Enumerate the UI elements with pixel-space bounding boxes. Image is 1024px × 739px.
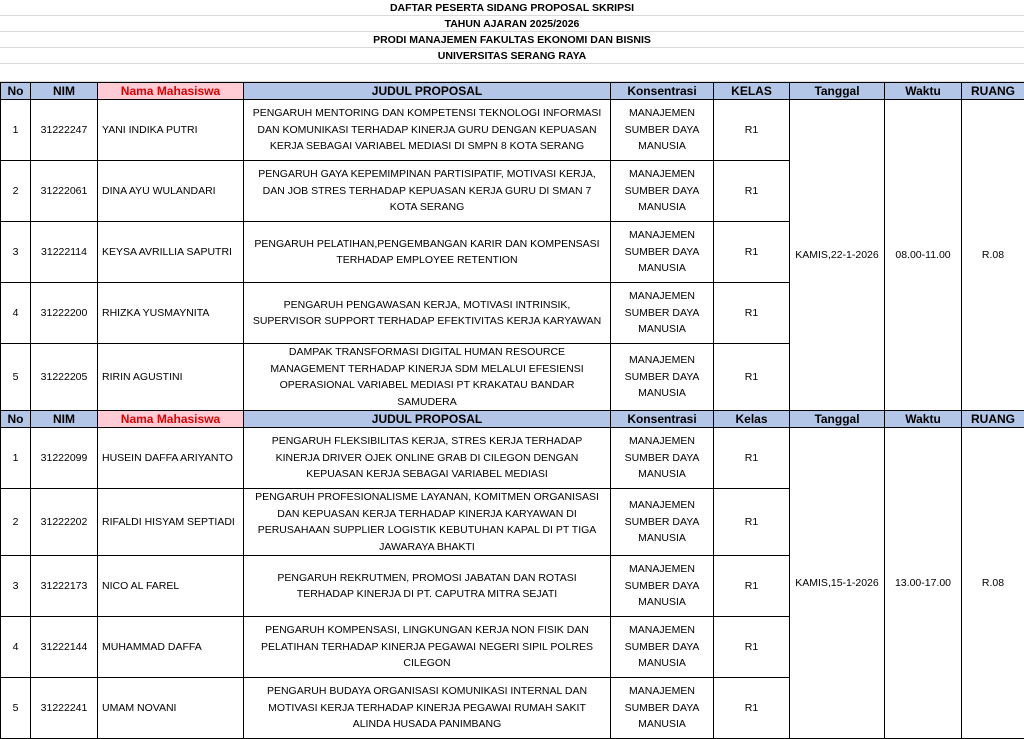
- header-kelas[interactable]: KELAS: [714, 83, 790, 100]
- cell-nim[interactable]: 31222173: [31, 556, 98, 617]
- cell-konsentrasi[interactable]: MANAJEMEN SUMBER DAYA MANUSIA: [611, 222, 714, 283]
- header-ruang[interactable]: RUANG: [962, 411, 1024, 428]
- cell-kelas[interactable]: R1: [714, 556, 790, 617]
- cell-kelas[interactable]: R1: [714, 344, 790, 411]
- cell-judul[interactable]: PENGARUH PROFESIONALISME LAYANAN, KOMITMEN ORGANISASI DAN KEPUASAN KERJA TERHADAP KINERJA KARYAWAN DI PERUSAHAAN SUPPLIER LOGISTIK KEBUTUHAN KAPAL DI PT TIGA JAWARAYA BHAKTI: [244, 489, 611, 556]
- cell-konsentrasi[interactable]: MANAJEMEN SUMBER DAYA MANUSIA: [611, 100, 714, 161]
- header-judul[interactable]: JUDUL PROPOSAL: [244, 411, 611, 428]
- header-nama[interactable]: Nama Mahasiswa: [98, 411, 244, 428]
- header-nim[interactable]: NIM: [31, 83, 98, 100]
- cell-konsentrasi[interactable]: MANAJEMEN SUMBER DAYA MANUSIA: [611, 678, 714, 739]
- cell-no[interactable]: 5: [1, 678, 31, 739]
- cell-nama[interactable]: HUSEIN DAFFA ARIYANTO: [98, 428, 244, 489]
- cell-konsentrasi[interactable]: MANAJEMEN SUMBER DAYA MANUSIA: [611, 489, 714, 556]
- cell-judul[interactable]: PENGARUH PELATIHAN,PENGEMBANGAN KARIR DAN KOMPENSASI TERHADAP EMPLOYEE RETENTION: [244, 222, 611, 283]
- cell-no[interactable]: 5: [1, 344, 31, 411]
- cell-no[interactable]: 2: [1, 161, 31, 222]
- cell-ruang[interactable]: R.08: [962, 428, 1024, 739]
- cell-nim[interactable]: 31222205: [31, 344, 98, 411]
- cell-kelas[interactable]: R1: [714, 489, 790, 556]
- header-waktu[interactable]: Waktu: [885, 411, 962, 428]
- cell-no[interactable]: 2: [1, 489, 31, 556]
- header-no[interactable]: No: [1, 83, 31, 100]
- title-line-1: DAFTAR PESERTA SIDANG PROPOSAL SKRIPSI: [0, 0, 1024, 16]
- participant-table: [0, 82, 1024, 739]
- cell-nama[interactable]: YANI INDIKA PUTRI: [98, 100, 244, 161]
- cell-waktu[interactable]: 13.00-17.00: [885, 428, 962, 739]
- cell-judul[interactable]: PENGARUH KOMPENSASI, LINGKUNGAN KERJA NON FISIK DAN PELATIHAN TERHADAP KINERJA PEGAWAI NEGERI SIPIL POLRES CILEGON: [244, 617, 611, 678]
- cell-nim[interactable]: 31222099: [31, 428, 98, 489]
- header-konsentrasi[interactable]: Konsentrasi: [611, 411, 714, 428]
- cell-kelas[interactable]: R1: [714, 617, 790, 678]
- header-konsentrasi[interactable]: Konsentrasi: [611, 83, 714, 100]
- cell-nim[interactable]: 31222061: [31, 161, 98, 222]
- cell-kelas[interactable]: R1: [714, 222, 790, 283]
- table-row: [1, 428, 1024, 489]
- header-judul[interactable]: JUDUL PROPOSAL: [244, 83, 611, 100]
- cell-nim[interactable]: 31222144: [31, 617, 98, 678]
- cell-nama[interactable]: DINA AYU WULANDARI: [98, 161, 244, 222]
- cell-konsentrasi[interactable]: MANAJEMEN SUMBER DAYA MANUSIA: [611, 428, 714, 489]
- table-row: [1, 100, 1024, 161]
- cell-judul[interactable]: PENGARUH MENTORING DAN KOMPETENSI TEKNOLOGI INFORMASI DAN KOMUNIKASI TERHADAP KINERJA GURU DENGAN KEPUASAN KERJA SEBAGAI VARIABEL MEDIASI DI SMPN 8 KOTA SERANG: [244, 100, 611, 161]
- title-line-3: PRODI MANAJEMEN FAKULTAS EKONOMI DAN BISNIS: [0, 32, 1024, 48]
- cell-no[interactable]: 4: [1, 617, 31, 678]
- cell-nama[interactable]: RIRIN AGUSTINI: [98, 344, 244, 411]
- cell-tanggal[interactable]: KAMIS,15-1-2026: [790, 428, 885, 739]
- header-tanggal[interactable]: Tanggal: [790, 411, 885, 428]
- cell-judul[interactable]: DAMPAK TRANSFORMASI DIGITAL HUMAN RESOURCE MANAGEMENT TERHADAP KINERJA SDM MELALUI EFESIENSI OPERASIONAL VARIABEL MEDIASI PT KRAKATAU BANDAR SAMUDERA: [244, 344, 611, 411]
- cell-nim[interactable]: 31222202: [31, 489, 98, 556]
- cell-nim[interactable]: 31222200: [31, 283, 98, 344]
- cell-nama[interactable]: KEYSA AVRILLIA SAPUTRI: [98, 222, 244, 283]
- cell-nama[interactable]: UMAM NOVANI: [98, 678, 244, 739]
- cell-nama[interactable]: NICO AL FAREL: [98, 556, 244, 617]
- cell-no[interactable]: 3: [1, 556, 31, 617]
- cell-nim[interactable]: 31222241: [31, 678, 98, 739]
- header-tanggal[interactable]: Tanggal: [790, 83, 885, 100]
- cell-nim[interactable]: 31222247: [31, 100, 98, 161]
- header-row: [1, 83, 1024, 100]
- header-no[interactable]: No: [1, 411, 31, 428]
- cell-judul[interactable]: PENGARUH BUDAYA ORGANISASI KOMUNIKASI INTERNAL DAN MOTIVASI KERJA TERHADAP KINERJA PEGAWAI RUMAH SAKIT ALINDA HUSADA PANIMBANG: [244, 678, 611, 739]
- cell-konsentrasi[interactable]: MANAJEMEN SUMBER DAYA MANUSIA: [611, 344, 714, 411]
- empty-row: [0, 64, 1024, 82]
- header-ruang[interactable]: RUANG: [962, 83, 1024, 100]
- cell-no[interactable]: 1: [1, 100, 31, 161]
- cell-no[interactable]: 4: [1, 283, 31, 344]
- title-line-4: UNIVERSITAS SERANG RAYA: [0, 48, 1024, 64]
- cell-kelas[interactable]: R1: [714, 428, 790, 489]
- cell-judul[interactable]: PENGARUH REKRUTMEN, PROMOSI JABATAN DAN ROTASI TERHADAP KINERJA DI PT. CAPUTRA MITRA SEJATI: [244, 556, 611, 617]
- cell-nama[interactable]: RHIZKA YUSMAYNITA: [98, 283, 244, 344]
- cell-nama[interactable]: MUHAMMAD DAFFA: [98, 617, 244, 678]
- cell-tanggal[interactable]: KAMIS,22-1-2026: [790, 100, 885, 411]
- cell-ruang[interactable]: R.08: [962, 100, 1024, 411]
- cell-no[interactable]: 1: [1, 428, 31, 489]
- cell-waktu[interactable]: 08.00-11.00: [885, 100, 962, 411]
- cell-judul[interactable]: PENGARUH PENGAWASAN KERJA, MOTIVASI INTRINSIK, SUPERVISOR SUPPORT TERHADAP EFEKTIVITAS KERJA KARYAWAN: [244, 283, 611, 344]
- header-row: [1, 411, 1024, 428]
- cell-kelas[interactable]: R1: [714, 161, 790, 222]
- cell-konsentrasi[interactable]: MANAJEMEN SUMBER DAYA MANUSIA: [611, 283, 714, 344]
- header-kelas[interactable]: Kelas: [714, 411, 790, 428]
- cell-no[interactable]: 3: [1, 222, 31, 283]
- header-waktu[interactable]: Waktu: [885, 83, 962, 100]
- cell-nim[interactable]: 31222114: [31, 222, 98, 283]
- title-line-2: TAHUN AJARAN 2025/2026: [0, 16, 1024, 32]
- cell-judul[interactable]: PENGARUH GAYA KEPEMIMPINAN PARTISIPATIF, MOTIVASI KERJA, DAN JOB STRES TERHADAP KEPUASAN KERJA GURU DI SMAN 7 KOTA SERANG: [244, 161, 611, 222]
- cell-kelas[interactable]: R1: [714, 283, 790, 344]
- header-nama[interactable]: Nama Mahasiswa: [98, 83, 244, 100]
- cell-nama[interactable]: RIFALDI HISYAM SEPTIADI: [98, 489, 244, 556]
- cell-judul[interactable]: PENGARUH FLEKSIBILITAS KERJA, STRES KERJA TERHADAP KINERJA DRIVER OJEK ONLINE GRAB DI CILEGON DENGAN KEPUASAN KERJA SEBAGAI VARIABEL MEDIASI: [244, 428, 611, 489]
- cell-kelas[interactable]: R1: [714, 100, 790, 161]
- cell-konsentrasi[interactable]: MANAJEMEN SUMBER DAYA MANUSIA: [611, 556, 714, 617]
- cell-konsentrasi[interactable]: MANAJEMEN SUMBER DAYA MANUSIA: [611, 161, 714, 222]
- header-nim[interactable]: NIM: [31, 411, 98, 428]
- cell-konsentrasi[interactable]: MANAJEMEN SUMBER DAYA MANUSIA: [611, 617, 714, 678]
- cell-kelas[interactable]: R1: [714, 678, 790, 739]
